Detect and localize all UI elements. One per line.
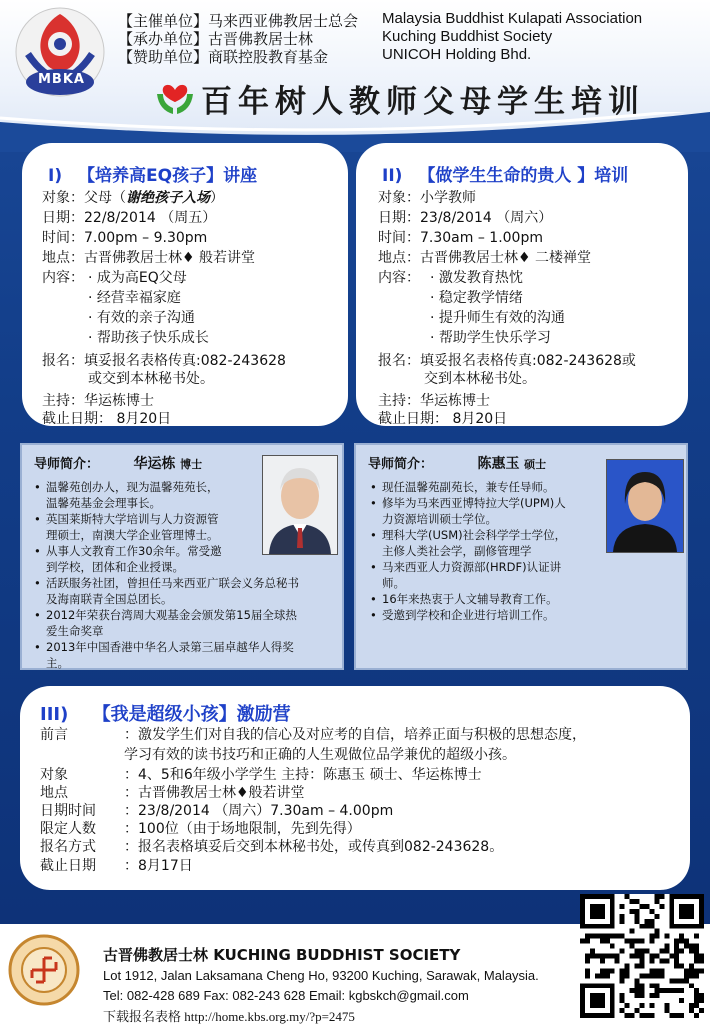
bio1-header: 导师简介： 华运栋 博士 [34, 456, 203, 472]
talk1-content-label: 内容： [42, 270, 84, 286]
bio1-title: 博士 [180, 458, 203, 471]
talk1-content-item: · 帮助孩子快乐成长 [88, 330, 209, 346]
bio2-title: 硕士 [524, 458, 547, 471]
talk1-card [22, 143, 348, 426]
qr-code-icon[interactable] [580, 894, 704, 1018]
talk1-venue: 地点：古晋佛教居士林♦ 般若讲堂 [42, 250, 256, 266]
bio1-item: • 从事人文教育工作30余年。常受邀 [32, 543, 342, 559]
bio2-header: 导师简介： 陈惠玉 硕士 [368, 456, 547, 472]
footer-contact: Tel: 082-428 689 Fax: 082-243 628 Email: kgbskch@gmail.com [103, 988, 469, 1003]
bio2-item: • 理科大学(USM)社会科学学士学位， [368, 527, 613, 543]
talk2-host: 主持：华运栋博士 [378, 393, 490, 409]
camp-row-label: 前言 [40, 727, 68, 743]
talk1-time: 时间：7.00pm – 9.30pm [42, 230, 208, 246]
talk1-date: 日期：22/8/2014 （周五） [42, 210, 217, 226]
camp-title-text: 【我是超级小孩】激励营 [92, 704, 291, 725]
camp-row-value: ：激发学生们对自我的信心及对应考的自信，培养正面与积极的思想态度， [124, 727, 586, 743]
heart-hands-icon [155, 76, 195, 116]
bio1-item: • 活跃服务社团，曾担任马来西亚广联会义务总秘书 [32, 575, 342, 591]
bio2-item: • 16年来热衷于人文辅导教育工作。 [368, 591, 613, 607]
talk2-register-cont: 交到本林秘书处。 [424, 371, 536, 387]
talk2-content-item: · 激发教育热忱 [430, 270, 523, 286]
talk1-number: I) [48, 166, 63, 186]
bio2-item: • 马来西亚人力资源部(HRDF)认证讲 [368, 559, 613, 575]
camp-row-label: 限定人数 [40, 821, 96, 837]
camp-row-label: 报名方式 [40, 839, 96, 855]
talk2-date: 日期：23/8/2014 （周六） [378, 210, 553, 226]
bio1-panel [20, 443, 344, 670]
bio1-item: 主。 [46, 656, 69, 670]
mbka-logo-icon [10, 6, 110, 102]
camp-title [40, 700, 291, 726]
bio2-list [368, 479, 613, 623]
talk1-deadline: 截止日期： 8月20日 [42, 411, 172, 427]
sponsor-cn: 【赞助单位】商联控股教育基金 [118, 48, 329, 66]
talk2-title [382, 161, 628, 186]
talk1-register: 报名：填妥报名表格传真:082-243628 [42, 353, 286, 369]
host-en: Kuching Buddhist Society [382, 28, 553, 45]
talk2-time: 时间：7.30am – 1.00pm [378, 230, 543, 246]
host-cn: 【承办单位】古晋佛教居士林 [118, 30, 314, 48]
camp-card [20, 686, 690, 890]
bio1-item: 到学校，团体和企业授课。 [46, 560, 184, 574]
bio2-photo [606, 459, 684, 553]
kbs-logo-icon [8, 934, 80, 1006]
talk2-audience: 对象：小学教师 [378, 190, 476, 206]
talk1-audience: 对象：父母（谢绝孩子入场） [42, 190, 224, 206]
bio2-panel [354, 443, 688, 670]
bio1-item: • 2013年中国香港中华名人录第三届卓越华人得奖 [32, 639, 342, 655]
camp-row-label: 日期时间 [40, 803, 96, 819]
organizer-cn: 【主催单位】马来西亚佛教居士总会 [118, 12, 359, 30]
bio1-item: • 2012年荣获台湾周大观基金会颁发第15届全球热 [32, 607, 342, 623]
talk1-title [48, 161, 257, 186]
camp-row-value: 学习有效的读书技巧和正确的人生观做位品学兼优的超级小孩。 [124, 747, 516, 763]
footer-address: Lot 1912, Jalan Laksamana Cheng Ho, 93200 Kuching, Sarawak, Malaysia. [103, 968, 539, 983]
footer-download-link[interactable]: 下载报名表格 http://home.kbs.org.my/?p=2475 [103, 1009, 355, 1024]
bio2-item: • 现任温馨苑副苑长，兼专任导师。 [368, 479, 613, 495]
camp-number: III) [40, 704, 69, 725]
bio2-item: 力资源培训硕士学位。 [382, 512, 497, 526]
bio2-item: • 受邀到学校和企业进行培训工作。 [368, 607, 613, 623]
talk2-title-text: 【做学生生命的贵人 】培训 [418, 166, 629, 186]
bio1-list [32, 479, 342, 671]
organizer-en: Malaysia Buddhist Kulapati Association [382, 10, 643, 27]
bio2-item: 主修人类社会学，副修管理学 [382, 544, 532, 558]
main-title: 百年树人教师父母学生培训 [201, 84, 645, 120]
bio1-item: 爱生命奖章 [46, 624, 104, 638]
bio1-item: • 英国莱斯特大学培训与人力资源管 [32, 511, 342, 527]
talk1-register-cont: 或交到本林秘书处。 [88, 371, 214, 387]
talk2-venue: 地点：古晋佛教居士林♦ 二楼禅堂 [378, 250, 592, 266]
camp-row-value: ：100位（由于场地限制，先到先得） [124, 821, 361, 837]
talk2-deadline: 截止日期： 8月20日 [378, 411, 508, 427]
talk1-audience-note: 谢绝孩子入场 [126, 190, 210, 206]
talk2-content-label: 内容： [378, 270, 420, 286]
talk1-host: 主持：华运栋博士 [42, 393, 154, 409]
bio1-item: 理硕士，南澳大学企业管理博士。 [46, 528, 219, 542]
talk1-content-item: · 成为高EQ父母 [88, 270, 187, 286]
bio2-item: • 修毕为马来西亚博特拉大学(UPM)人 [368, 495, 613, 511]
talk2-number: II) [382, 166, 403, 186]
camp-row-label: 截止日期 [40, 858, 96, 874]
talk1-content-item: · 有效的亲子沟通 [88, 310, 195, 326]
talk1-title-text: 【培养高EQ孩子】讲座 [78, 166, 258, 186]
camp-row-value: ：23/8/2014 （周六）7.30am – 4.00pm [124, 803, 394, 819]
camp-row-label: 地点 [40, 785, 68, 801]
bio1-name: 华运栋 [133, 456, 176, 472]
talk2-content-item: · 帮助学生快乐学习 [430, 330, 551, 346]
talk2-card [356, 143, 688, 426]
bio1-item: 及海南联青全国总团长。 [46, 592, 173, 606]
camp-row-value: ：报名表格填妥后交到本林秘书处，或传真到082-243628。 [124, 839, 504, 855]
camp-row-value: ：8月17日 [124, 858, 193, 874]
bio2-item: 师。 [382, 576, 405, 590]
footer-org-name: 古晋佛教居士林 KUCHING BUDDHIST SOCIETY [103, 946, 461, 964]
talk2-register: 报名：填妥报名表格传真:082-243628或 [378, 353, 636, 369]
camp-row-value: ：4、5和6年级小学学生 主持：陈惠玉 硕士、华运栋博士 [124, 767, 482, 783]
sponsor-en: UNICOH Holding Bhd. [382, 46, 532, 63]
talk1-content-item: · 经营幸福家庭 [88, 290, 181, 306]
bio2-name: 陈惠玉 [477, 456, 520, 472]
camp-row-value: ：古晋佛教居士林♦般若讲堂 [124, 785, 305, 801]
bio1-item: • 温馨苑创办人，现为温馨苑苑长， [32, 479, 342, 495]
camp-row-label: 对象 [40, 767, 68, 783]
talk2-content-item: · 稳定教学情绪 [430, 290, 523, 306]
logo-text: MBKA [38, 72, 85, 87]
woman-portrait-icon [607, 460, 683, 552]
bio1-item: 温馨苑基金会理事长。 [46, 496, 161, 510]
talk2-content-item: · 提升师生有效的沟通 [430, 310, 565, 326]
